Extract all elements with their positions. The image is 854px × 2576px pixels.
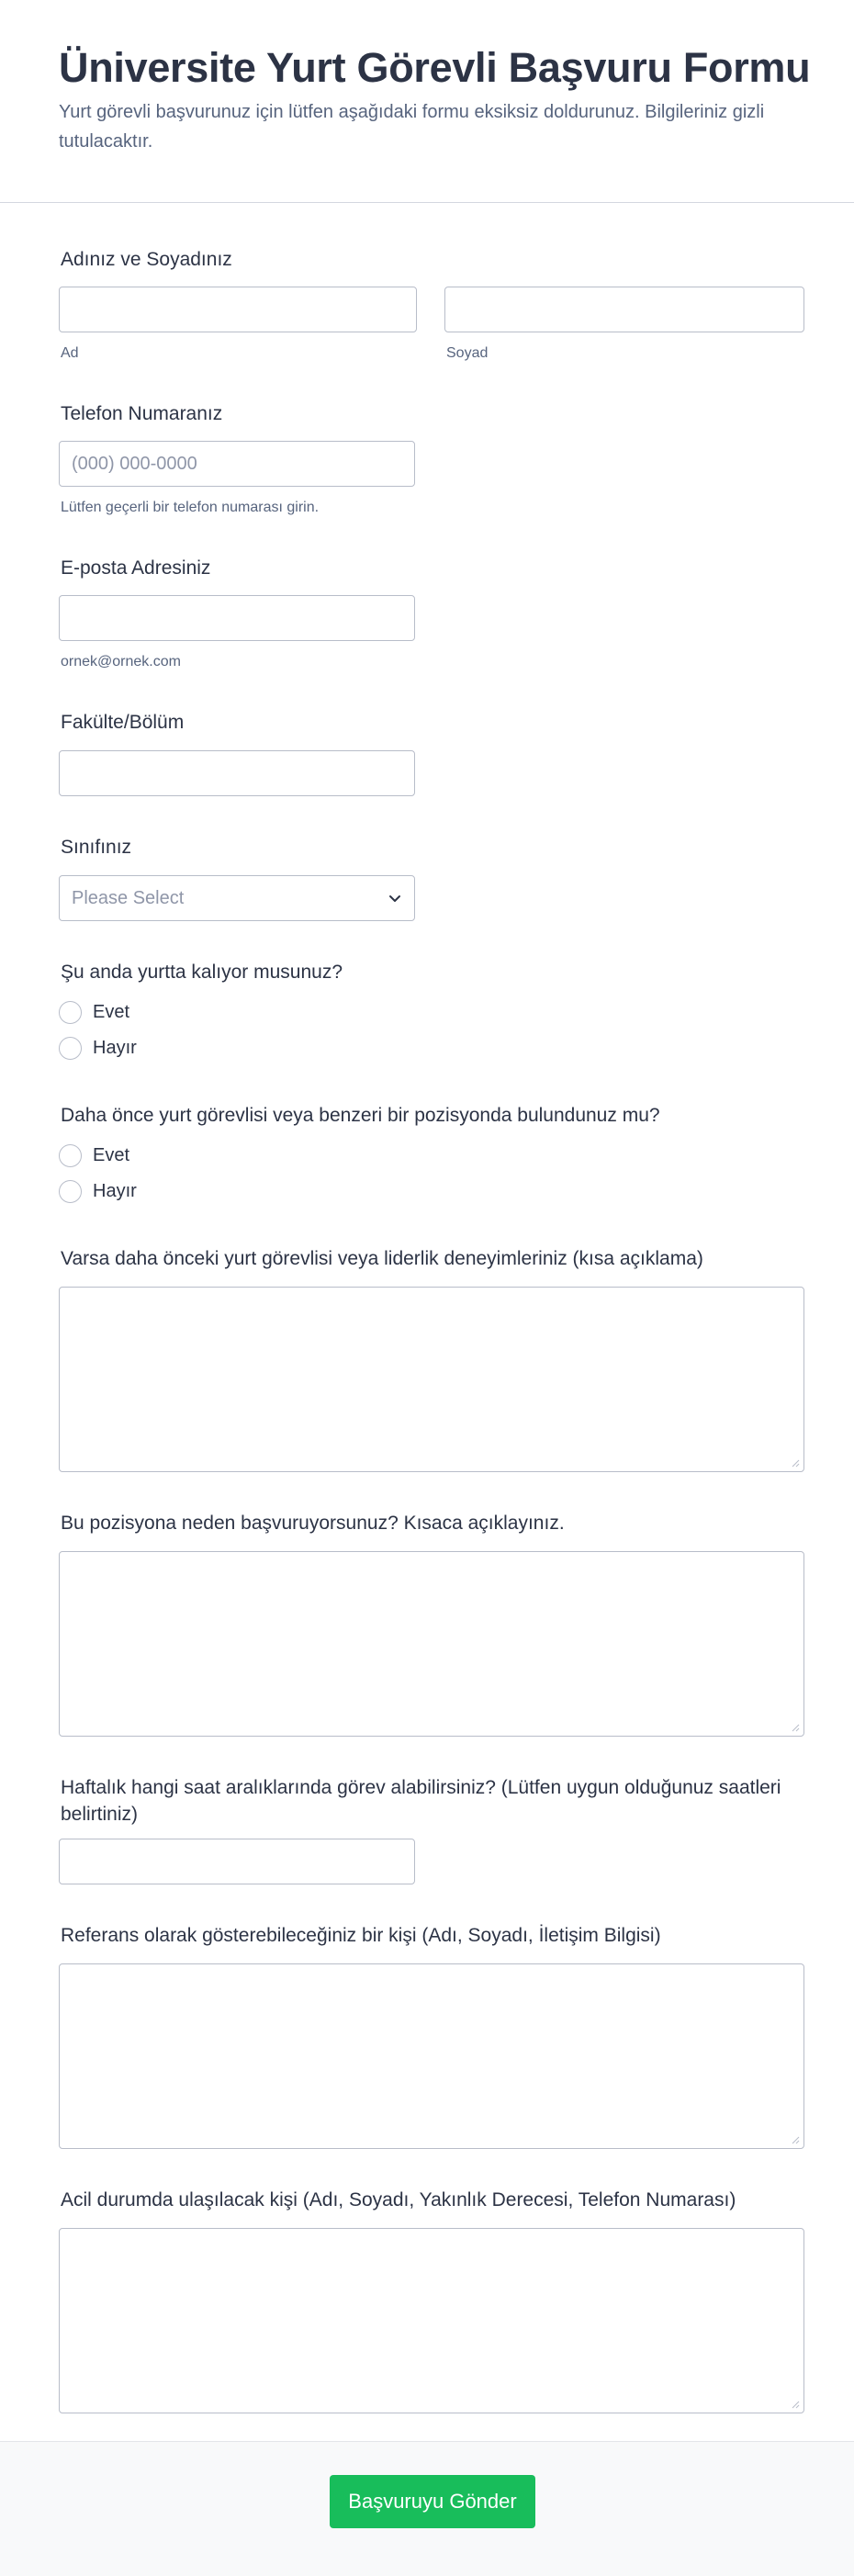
reference-label: Referans olarak gösterebileceğiniz bir kişi (Adı, Soyadı, İletişim Bilgisi) — [61, 1925, 661, 1946]
year-select[interactable] — [59, 875, 415, 921]
email-label: E-posta Adresiniz — [61, 557, 211, 579]
living-option-no[interactable] — [59, 1035, 137, 1061]
email-input[interactable] — [59, 595, 415, 641]
radio-label: Evet — [93, 1144, 130, 1165]
radio-button[interactable] — [59, 1001, 82, 1024]
reference-textarea[interactable] — [59, 1963, 804, 2149]
emergency-label: Acil durumda ulaşılacak kişi (Adı, Soyadı, Yakınlık Derecesi, Telefon Numarası) — [61, 2189, 736, 2210]
phone-sublabel: Lütfen geçerli bir telefon numarası girin. — [61, 500, 320, 515]
resize-handle-icon[interactable] — [791, 1723, 800, 1732]
faculty-input[interactable] — [59, 750, 415, 796]
experience-textarea[interactable] — [59, 1287, 804, 1472]
radio-label: Hayır — [93, 1037, 137, 1058]
hours-label — [61, 1774, 781, 1828]
radio-button[interactable] — [59, 1144, 82, 1167]
submit-button[interactable]: Başvuruyu Gönder — [330, 2475, 535, 2528]
first-name-sublabel: Ad — [61, 345, 79, 361]
experience-label: Varsa daha önceki yurt görevlisi veya liderlik deneyimleriniz (kısa açıklama) — [61, 1248, 703, 1269]
phone-label: Telefon Numaranız — [61, 403, 223, 424]
motivation-label: Bu pozisyona neden başvuruyorsunuz? Kısaca açıklayınız. — [61, 1513, 565, 1534]
hours-label-line1: Haftalık hangi saat aralıklarında görev alabilirsiniz? (Lütfen uygun olduğunuz saatleri — [61, 1777, 781, 1798]
chevron-down-icon — [388, 892, 401, 905]
motivation-textarea[interactable] — [59, 1551, 804, 1737]
year-label: Sınıfınız — [61, 837, 132, 858]
email-sublabel: ornek@ornek.com — [61, 654, 181, 669]
living-option-yes[interactable] — [59, 999, 129, 1025]
living-label: Şu anda yurtta kalıyor musunuz? — [61, 962, 343, 983]
form-header — [0, 0, 854, 203]
hours-label-line2: belirtiniz) — [61, 1804, 139, 1825]
year-select-value: Please Select — [72, 888, 185, 908]
radio-label: Evet — [93, 1001, 130, 1022]
prior-option-yes[interactable] — [59, 1142, 129, 1168]
last-name-input[interactable] — [444, 287, 804, 332]
resize-handle-icon[interactable] — [791, 2135, 800, 2144]
page-title: Üniversite Yurt Görevli Başvuru Formu — [59, 44, 811, 91]
resize-handle-icon[interactable] — [791, 1458, 800, 1468]
page-subtitle: Yurt görevli başvurunuz için lütfen aşağıdaki formu eksiksiz doldurunuz. Bilgileriniz gizli tutulacaktır. — [59, 102, 765, 152]
first-name-input[interactable] — [59, 287, 417, 332]
phone-placeholder: (000) 000-0000 — [72, 454, 197, 474]
last-name-sublabel: Soyad — [446, 345, 489, 361]
prior-option-no[interactable] — [59, 1178, 137, 1204]
prior-label: Daha önce yurt görevlisi veya benzeri bir pozisyonda bulundunuz mu? — [61, 1105, 660, 1126]
radio-label: Hayır — [93, 1180, 137, 1201]
emergency-textarea[interactable] — [59, 2228, 804, 2413]
faculty-label: Fakülte/Bölüm — [61, 712, 185, 733]
radio-button[interactable] — [59, 1037, 82, 1060]
hours-input[interactable] — [59, 1839, 415, 1884]
radio-button[interactable] — [59, 1180, 82, 1203]
name-label: Adınız ve Soyadınız — [61, 249, 232, 270]
resize-handle-icon[interactable] — [791, 2400, 800, 2409]
phone-input[interactable] — [59, 441, 415, 487]
